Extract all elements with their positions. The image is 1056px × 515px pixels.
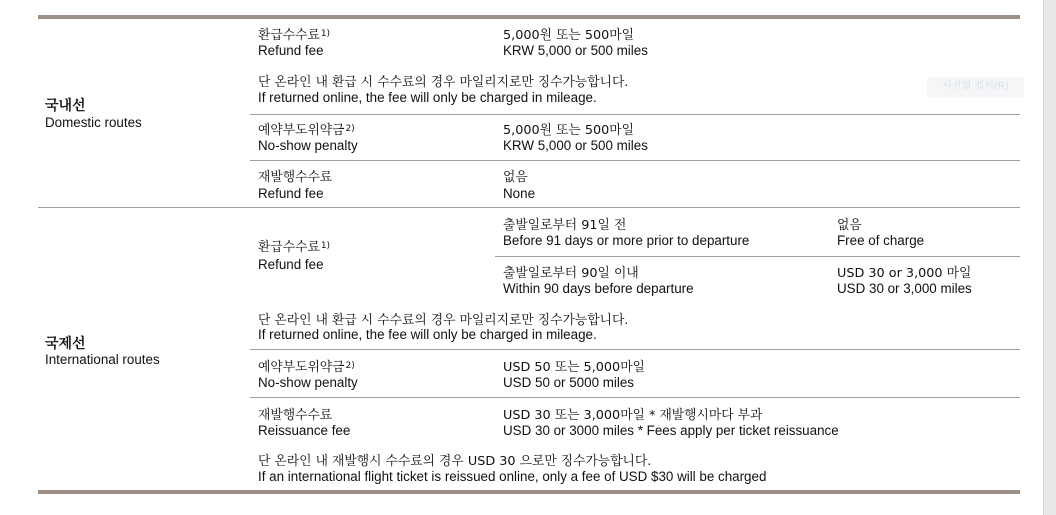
intl-refund-fee-ko: USD 30 or 3,000 마일 xyxy=(837,266,972,281)
intl-refund-period-ko: 출발일로부터 90일 이내 xyxy=(503,266,639,281)
intl-noshow-value-en: USD 50 or 5000 miles xyxy=(503,375,634,390)
intl-note-en: If returned online, the fee will only be charged in mileage. xyxy=(258,327,597,342)
domestic-title-en: Domestic routes xyxy=(45,115,142,130)
bottom-rule xyxy=(38,490,1020,494)
intl-refund-fee-en: USD 30 or 3,000 miles xyxy=(837,281,972,296)
intl-refund-label-ko: 환급수수료$^{1)}$ xyxy=(258,240,331,255)
intl-noshow-value-ko: USD 50 또는 5,000마일 xyxy=(503,360,645,375)
domestic-reissue-value-en: None xyxy=(503,186,536,201)
domestic-noshow-label-ko: 예약부도위약금$^{2)}$ xyxy=(258,123,355,138)
section-divider xyxy=(38,207,1020,208)
intl-refund-period-ko: 출발일로부터 91일 전 xyxy=(503,218,627,233)
intl-refund-fee-ko: 없음 xyxy=(837,218,862,233)
vertical-scrollbar[interactable] xyxy=(1043,0,1056,515)
domestic-refund-label-en: Refund fee xyxy=(258,43,324,58)
domestic-reissue-label-en: Refund fee xyxy=(258,186,324,201)
intl-refund-period-en: Before 91 days or more prior to departure xyxy=(503,233,750,248)
intl-noshow-label-en: No-show penalty xyxy=(258,375,358,390)
domestic-note-en: If returned online, the fee will only be charged in mileage. xyxy=(258,90,597,105)
divider xyxy=(495,256,1020,257)
intl-note-ko: 단 온라인 내 환급 시 수수료의 경우 마일리지로만 징수가능합니다. xyxy=(258,313,629,328)
divider xyxy=(250,114,1020,115)
domestic-noshow-label-en: No-show penalty xyxy=(258,138,358,153)
domestic-reissue-label-ko: 재발행수수료 xyxy=(258,170,333,185)
divider xyxy=(250,397,1020,398)
intl-noshow-label-ko: 예약부도위약금$^{2)}$ xyxy=(258,360,355,375)
domestic-reissue-value-ko: 없음 xyxy=(503,170,528,185)
domestic-refund-label-ko: 환급수수료$^{1)}$ xyxy=(258,28,331,43)
capture-watermark: 사진밑 캡처(R) xyxy=(927,77,1024,97)
domestic-noshow-value-ko: 5,000원 또는 500마일 xyxy=(503,123,635,138)
divider xyxy=(250,160,1020,161)
international-title-ko: 국제선 xyxy=(45,336,86,352)
intl-reissue-note-ko: 단 온라인 내 재발행시 수수료의 경우 USD 30 으로만 징수가능합니다. xyxy=(258,454,652,469)
domestic-refund-value-ko: 5,000원 또는 500마일 xyxy=(503,28,635,43)
divider xyxy=(250,349,1020,350)
domestic-note-ko: 단 온라인 내 환급 시 수수료의 경우 마일리지로만 징수가능합니다. xyxy=(258,75,629,90)
intl-reissue-value-en: USD 30 or 3000 miles * Fees apply per ticket reissuance xyxy=(503,423,839,438)
intl-refund-label-en: Refund fee xyxy=(258,257,324,272)
intl-reissue-note-en: If an international flight ticket is reissued online, only a fee of USD $30 will be charged xyxy=(258,469,767,484)
top-rule xyxy=(38,15,1020,19)
intl-refund-period-en: Within 90 days before departure xyxy=(503,281,694,296)
domestic-refund-value-en: KRW 5,000 or 500 miles xyxy=(503,43,648,58)
domestic-noshow-value-en: KRW 5,000 or 500 miles xyxy=(503,138,648,153)
intl-reissue-label-en: Reissuance fee xyxy=(258,423,351,438)
intl-reissue-label-ko: 재발행수수료 xyxy=(258,408,333,423)
international-title-en: International routes xyxy=(45,352,160,367)
intl-refund-fee-en: Free of charge xyxy=(837,233,925,248)
intl-reissue-value-ko: USD 30 또는 3,000마일 * 재발행시마다 부과 xyxy=(503,408,763,423)
domestic-title-ko: 국내선 xyxy=(45,98,86,114)
